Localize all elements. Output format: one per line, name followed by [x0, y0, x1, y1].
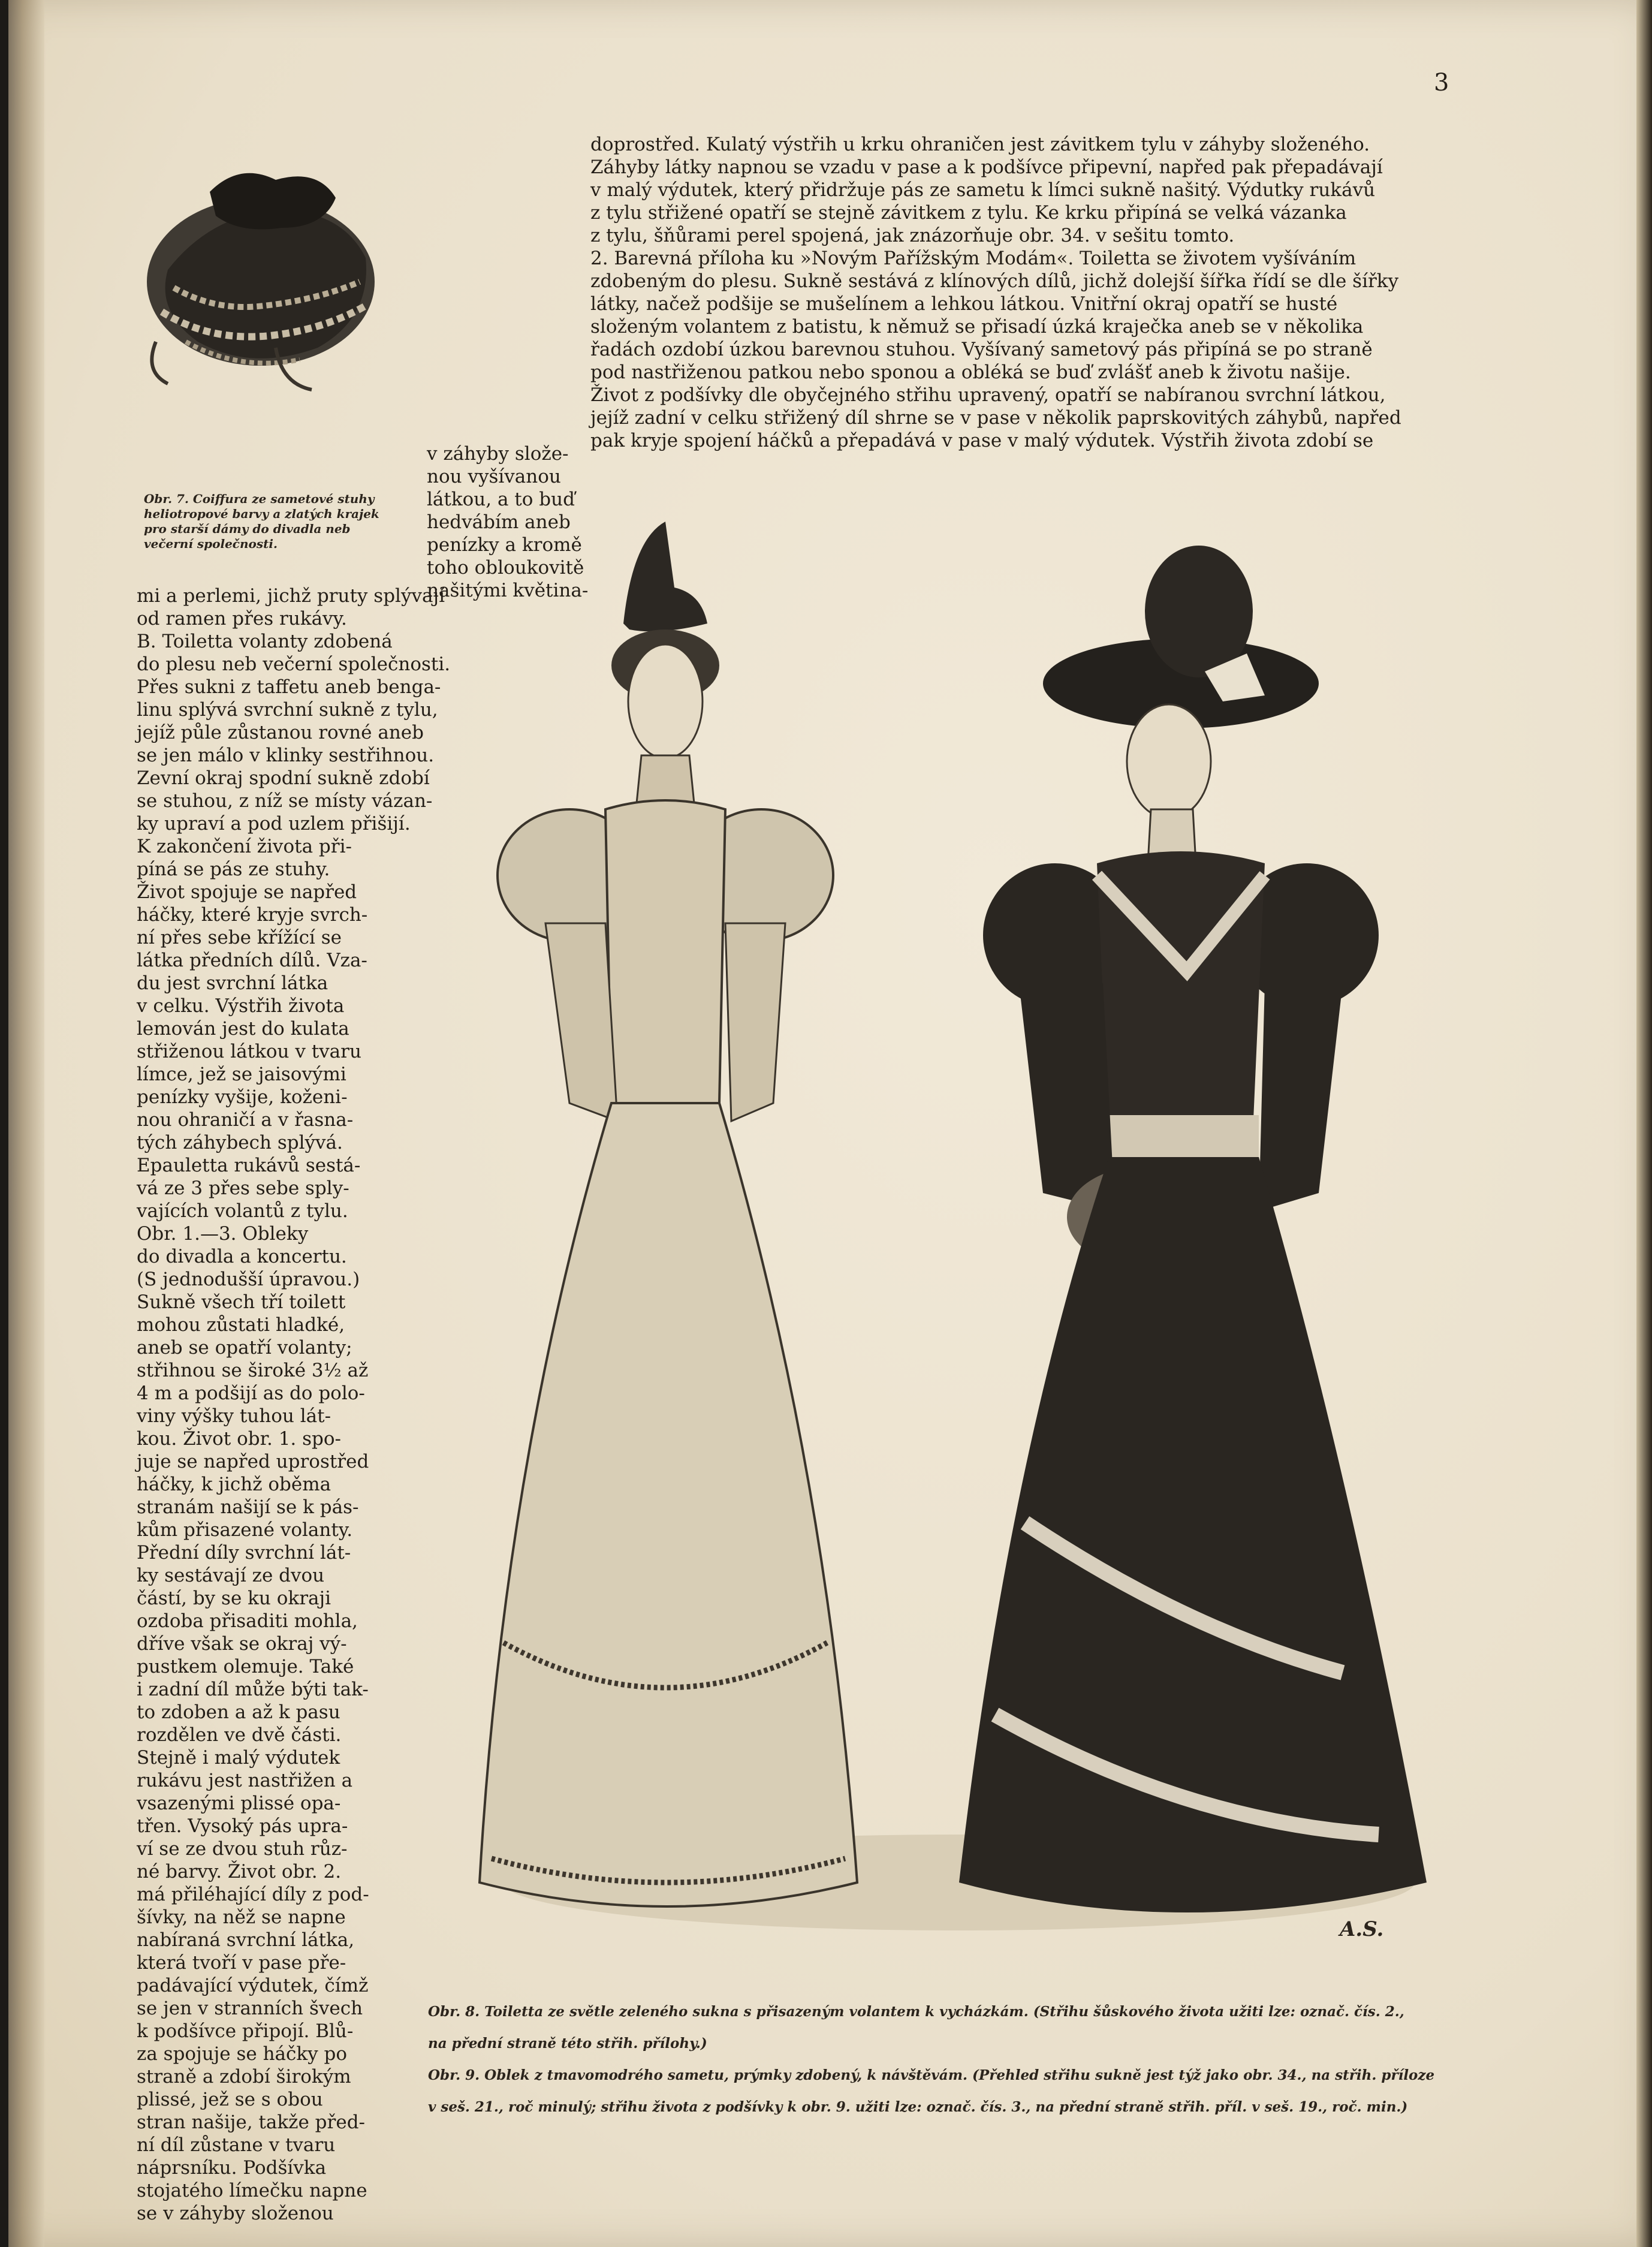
text-line: háčky, k jichž oběma	[137, 1474, 331, 1495]
text-line: Život spojuje se napřed	[137, 881, 357, 903]
text-line: ví se ze dvou stuh růz-	[137, 1838, 348, 1860]
text-line: částí, by se ku okraji	[137, 1588, 331, 1609]
text-line: jejíž půle zůstanou rovné aneb	[137, 722, 424, 743]
text-line: ní díl zůstane v tvaru	[137, 2134, 336, 2156]
text-line: né barvy. Život obr. 2.	[137, 1861, 342, 1882]
text-line: látky, načež podšije se mušelínem a lehkou látkou. Vnitřní okraj opatří se husté	[590, 293, 1338, 315]
text-line: toho obloukovitě	[427, 557, 584, 579]
text-line: z tylu střižené opatří se stejně závitkem z tylu. Ke krku připíná se velká vázanka	[590, 202, 1347, 224]
text-line: se v záhyby složenou	[137, 2203, 334, 2224]
page-edge	[1636, 0, 1652, 2247]
text-line: mi a perlemi, jichž pruty splývají	[137, 585, 445, 607]
text-line: v malý výdutek, který přidržuje pás ze sametu k límci sukně našitý. Výdutky rukávů	[590, 179, 1376, 201]
text-line: stran našije, takže před-	[137, 2112, 366, 2133]
text-line: rukávu jest nastřižen a	[137, 1770, 353, 1791]
text-line: od ramen přes rukávy.	[137, 608, 347, 629]
text-line: stranám našijí se k pás-	[137, 1496, 359, 1518]
text-line: juje se napřed uprostřed	[137, 1451, 369, 1472]
text-line: Život z podšívky dle obyčejného střihu upravený, opatří se nabíranou svrchní látkou,	[590, 384, 1386, 406]
caption-line: Obr. 9. Oblek z tmavomodrého sametu, prýmky zdobený, k návštěvám. (Přehled střihu sukně jest týž jako obr. 34., na střih. příloze	[428, 2067, 1435, 2083]
figure-8-woman	[480, 522, 857, 1906]
text-line: Záhyby látky napnou se vzadu v pase a k podšívce připevní, napřed pak přepadávají	[590, 156, 1383, 178]
text-line: zdobeným do plesu. Sukně sestává z klínových dílů, jichž dolejší šířka řídí se dle šířky	[590, 270, 1399, 292]
text-line: se jen málo v klinky sestřihnou.	[137, 745, 435, 766]
text-line: látkou, a to buď	[427, 489, 575, 510]
text-line: pod nastřiženou patkou nebo sponou a obléká se buď zvlášť aneb k životu našije.	[590, 362, 1351, 383]
text-line: má přiléhající díly z pod-	[137, 1884, 369, 1905]
text-line: střihnou se široké 3½ až	[137, 1360, 369, 1381]
text-line: Přední díly svrchní lát-	[137, 1542, 351, 1564]
text-line: i zadní díl může býti tak-	[137, 1679, 369, 1700]
text-line: Sukně všech tří toilett	[137, 1291, 346, 1313]
text-line: doprostřed. Kulatý výstřih u krku ohraničen jest závitkem tylu v záhyby složeného.	[590, 134, 1370, 155]
text-line: se stuhou, z níž se místy vázan-	[137, 790, 433, 812]
text-line: z tylu, šňůrami perel spojená, jak znázorňuje obr. 34. v sešitu tomto.	[590, 225, 1235, 246]
text-line: tých záhybech splývá.	[137, 1132, 343, 1153]
text-line: vsazenými plissé opa-	[137, 1793, 341, 1814]
text-line: straně a zdobí širokým	[137, 2066, 351, 2088]
page-spine-shadow	[8, 0, 44, 2247]
left-column-text	[137, 585, 460, 2225]
text-line: se jen v stranních švech	[137, 1998, 363, 2019]
text-line: B. Toiletta volanty zdobená	[137, 631, 393, 652]
text-line: (S jednodušší úpravou.)	[137, 1269, 360, 1290]
text-line: penízky a kromě	[427, 534, 582, 556]
text-line: do plesu neb večerní společnosti.	[137, 653, 451, 675]
text-line: vajících volantů z tylu.	[137, 1200, 348, 1222]
caption-line: Obr. 8. Toiletta ze světle zeleného sukna s přisazeným volantem k vycházkám. (Střihu šůskového života užiti lze: označ. čís. 2.,	[428, 2004, 1404, 2020]
text-line: mohou zůstati hladké,	[137, 1314, 345, 1336]
text-line: střiženou látkou v tvaru	[137, 1041, 361, 1062]
text-line: ky upraví a pod uzlem přišijí.	[137, 813, 411, 835]
caption-line: v seš. 21., roč minulý; střihu života z podšívky k obr. 9. užiti lze: označ. čís. 3., na přední straně střih. příl. v seš. 19., roč. min.)	[428, 2099, 1408, 2115]
figure-8-9-caption	[428, 1989, 1450, 2130]
text-line: píná se pás ze stuhy.	[137, 859, 330, 880]
text-line: stojatého límečku napne	[137, 2180, 367, 2201]
text-line: jejíž zadní v celku střižený díl shrne se v pase v několik paprskovitých záhybů, napřed	[590, 407, 1401, 429]
text-line: hedvábím aneb	[427, 511, 571, 533]
text-line: Epauletta rukávů sestá-	[137, 1155, 361, 1176]
text-line: šívky, na něž se napne	[137, 1906, 346, 1928]
text-line: viny výšky tuhou lát-	[137, 1405, 331, 1427]
text-line: aneb se opatří volanty;	[137, 1337, 352, 1359]
page-number: 3	[1434, 69, 1449, 97]
text-line: Zevní okraj spodní sukně zdobí	[137, 767, 430, 789]
text-line: vá ze 3 přes sebe sply-	[137, 1177, 349, 1199]
text-line: nou ohraničí a v řasna-	[137, 1109, 354, 1131]
text-line: háčky, které kryje svrch-	[137, 904, 368, 926]
text-line: plissé, jež se s obou	[137, 2089, 323, 2110]
figure-9-woman	[959, 546, 1427, 1912]
text-line: třen. Vysoký pás upra-	[137, 1815, 348, 1837]
text-line: ozdoba přisaditi mohla,	[137, 1610, 358, 1632]
text-line: kou. Život obr. 1. spo-	[137, 1428, 342, 1450]
coiffure-illustration	[120, 144, 396, 408]
text-line: kům přisazené volanty.	[137, 1519, 353, 1541]
top-text-block	[590, 133, 1448, 452]
text-line: látka předních dílů. Vza-	[137, 950, 367, 971]
text-line: k podšívce připojí. Blů-	[137, 2020, 354, 2042]
text-line: která tvoří v pase pře-	[137, 1952, 346, 1974]
text-line: Přes sukni z taffetu aneb benga-	[137, 676, 441, 698]
text-line: du jest svrchní látka	[137, 972, 328, 994]
caption-line: na přední straně této střih. přílohy.)	[428, 2035, 707, 2052]
text-line: Stejně i malý výdutek	[137, 1747, 340, 1769]
text-line: za spojuje se háčky po	[137, 2043, 348, 2065]
signature: A.S.	[1340, 1917, 1384, 1941]
text-line: nou vyšívanou	[427, 466, 561, 487]
text-line: ky sestávají ze dvou	[137, 1565, 325, 1586]
text-line: padávající výdutek, čímž	[137, 1975, 369, 1996]
text-line: ní přes sebe křížící se	[137, 927, 342, 948]
text-line: linu splývá svrchní sukně z tylu,	[137, 699, 438, 721]
text-line: složeným volantem z batistu, k němuž se přisadí úzká kraječka aneb se v několika	[590, 316, 1364, 338]
fashion-plate-illustration	[468, 504, 1457, 1990]
text-line: pak kryje spojení háčků a přepadává v pase v malý výdutek. Výstřih života zdobí se	[590, 430, 1374, 451]
text-line: 4 m a podšijí as do polo-	[137, 1382, 365, 1404]
text-line: v celku. Výstřih života	[137, 995, 345, 1017]
text-line: pustkem olemuje. Také	[137, 1656, 354, 1677]
text-line: 2. Barevná příloha ku »Novým Pařížským Modám«. Toiletta se životem vyšíváním	[590, 248, 1356, 269]
figure-7-caption: Obr. 7. Coiffura ze sametové stuhy heliotropové barvy a zlatých krajek pro starší dámy do divadla neb večerní společnosti.	[144, 492, 379, 551]
text-line: to zdoben a až k pasu	[137, 1701, 340, 1723]
text-line: v záhyby slože-	[427, 443, 569, 465]
text-line: našitými květina-	[427, 580, 589, 601]
text-line: řadách ozdobí úzkou barevnou stuhou. Vyšívaný sametový pás připíná se po straně	[590, 339, 1373, 360]
text-line: lemován jest do kulata	[137, 1018, 349, 1040]
text-line: do divadla a koncertu.	[137, 1246, 347, 1267]
text-line: rozdělen ve dvě části.	[137, 1724, 342, 1746]
text-line: penízky vyšije, koženi-	[137, 1086, 348, 1108]
text-line: Obr. 1.—3. Obleky	[137, 1223, 309, 1245]
text-line: náprsníku. Podšívka	[137, 2157, 327, 2179]
text-line: límce, jež se jaisovými	[137, 1064, 346, 1085]
text-line: dříve však se okraj vý-	[137, 1633, 347, 1655]
text-line: K zakončení života při-	[137, 836, 352, 857]
text-line: nabíraná svrchní látka,	[137, 1929, 355, 1951]
